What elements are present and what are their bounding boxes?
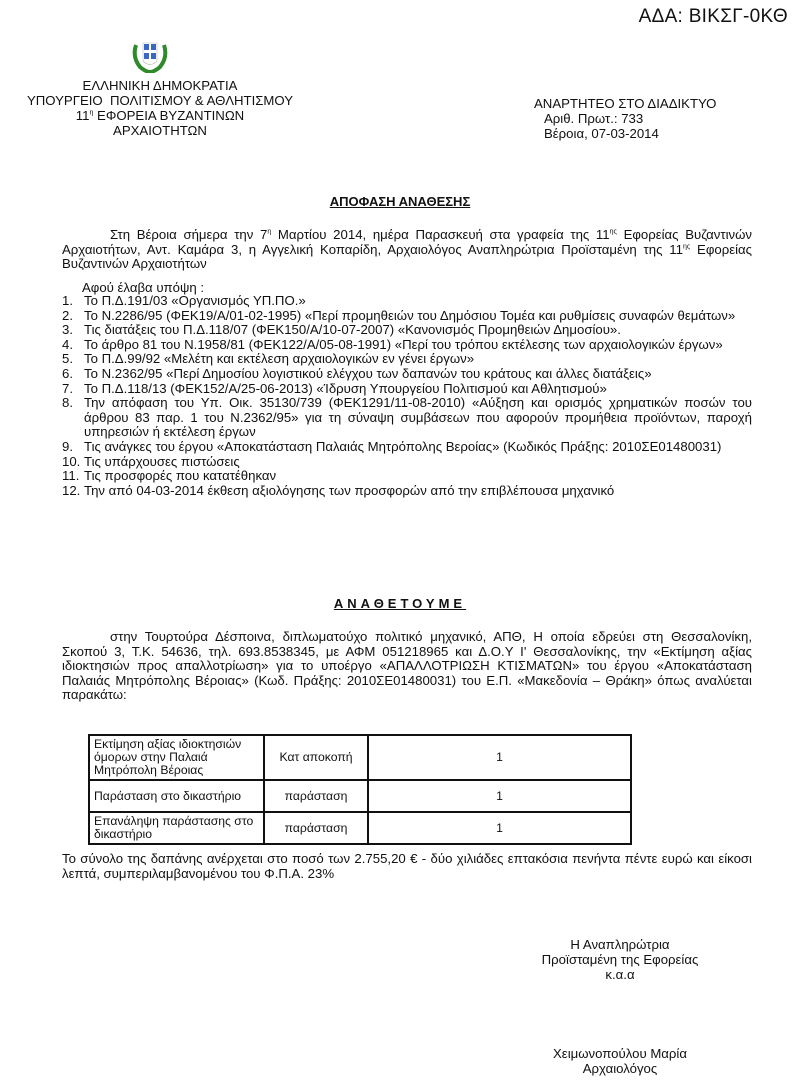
list-item: 1. Το Π.Δ.191/03 «Οργανισμός ΥΠ.ΠΟ.»: [62, 293, 306, 308]
document-meta: [534, 96, 716, 141]
ephorate-name-cont: ΑΡΧΑΙΟΤΗΤΩΝ: [113, 123, 207, 138]
document-title: ΑΠΟΦΑΣΗ ΑΝΑΘΕΣΗΣ: [329, 194, 471, 209]
list-item: 5. Το Π.Δ.99/92 «Μελέτη και εκτέλεση αρχαιολογικών εν γένει έργων»: [62, 351, 475, 367]
role-line: Η Αναπληρώτρια: [570, 937, 670, 952]
signatory-name: [540, 1046, 700, 1076]
greek-coat-of-arms-icon: [128, 37, 172, 73]
item-unit: παράσταση: [264, 812, 368, 844]
total-cost-paragraph: Το σύνολο της δαπάνης ανέρχεται στο ποσό των 2.755,20 € - δύο χιλιάδες επτακόσια πενήντα πέντε ευρώ και είκοσι λεπτά, συμπεριλαμβανομένου του Φ.Π.Α. 23%: [62, 851, 752, 881]
signer-name: Χειμωνοπούλου Μαρία: [553, 1046, 687, 1061]
protocol-number: Αριθ. Πρωτ.: 733: [544, 111, 644, 126]
table-row: [89, 780, 631, 812]
ada-code: ΑΔΑ: ΒΙΚΣΓ-0ΚΘ: [638, 6, 788, 27]
list-item: 4. Το άρθρο 81 του Ν.1958/81 (ΦΕΚ122/Α/05-08-1991) «Περί του τρόπου εκτέλεσης των αρχαιολογικών έργων»: [62, 336, 723, 352]
intro-paragraph: Στη Βέροια σήμερα την $7^\eta$ Μαρτίου 2014, ημέρα Παρασκευή στα γραφεία της $11^{\eta\varsigma}$ Εφορείας Βυζαντινών Αρχαιοτήτων, Αντ. Καμάρα 3, η Αγγελική Κοπαρίδη, Αρχαιολόγος Αναπληρώτρια Προϊσταμένη της $11^{\eta\varsigma}$ Εφορείας Βυζαντινών Αρχαιοτήτων: [62, 227, 753, 271]
list-item: 6. Το Ν.2362/95 «Περί Δημοσίου λογιστικού ελέγχου των δαπανών του κράτους και άλλες διατάξεις»: [62, 365, 652, 381]
item-quantity: 1: [368, 812, 631, 844]
signatory-role: [540, 937, 700, 982]
item-quantity: 1: [368, 735, 631, 780]
decision-title: ΑΝΑΘΕΤΟΥΜΕ: [333, 596, 467, 611]
list-item: 3. Τις διατάξεις του Π.Δ.118/07 (ΦΕΚ150/Α/10-07-2007) «Κανονισμός Προμηθειών Δημοσίου».: [62, 322, 621, 338]
list-item: 11. Τις προσφορές που κατατέθηκαν: [62, 468, 277, 484]
item-description: Εκτίμηση αξίας ιδιοκτησιών όμορων στην Παλαιά Μητρόπολη Βέροιας: [89, 735, 264, 780]
item-description: Παράσταση στο δικαστήριο: [89, 780, 264, 812]
list-item: 9. Τις ανάγκες του έργου «Αποκατάσταση Παλαιάς Μητρόπολης Βεροίας» (Κωδικός Πράξης: 2010ΣΕ01480031): [62, 438, 722, 454]
list-item: 10. Τις υπάρχουσες πιστώσεις: [62, 453, 240, 469]
considering-label: Αφού έλαβα υπόψη :: [82, 280, 205, 295]
item-unit: Κατ αποκοπή: [264, 735, 368, 780]
issuing-authority: [0, 78, 320, 138]
considerations-list: [62, 294, 752, 498]
list-item: 12. Την από 04-03-2014 έκθεση αξιολόγησης των προσφορών από την επιβλέπουσα μηχανικό: [62, 482, 615, 498]
role-line: κ.α.α: [605, 967, 635, 982]
role-line: Προϊσταμένη της Εφορείας: [541, 952, 699, 967]
list-item: 2. Το Ν.2286/95 (ΦΕΚ19/Α/01-02-1995) «Περί προμηθειών του Δημόσιου Τομέα και ρυθμίσεις συναφών θεμάτων»: [62, 307, 736, 323]
publish-notice: ΑΝΑΡΤΗΤΕΟ ΣΤΟ ΔΙΑΔΙΚΤΥΟ: [534, 96, 717, 111]
item-unit: παράσταση: [264, 780, 368, 812]
signer-title: Αρχαιολόγος: [582, 1061, 658, 1076]
list-item: 7. Το Π.Δ.118/13 (ΦΕΚ152/Α/25-06-2013) «Ίδρυση Υπουργείου Πολιτισμού και Αθλητισμού»: [62, 380, 607, 396]
item-quantity: 1: [368, 780, 631, 812]
list-item: 8. Την απόφαση του Υπ. Οικ. 35130/739 (ΦΕΚ1291/11-08-2010) «Αύξηση και ορισμός χρηματικών ποσών του άρθρου 83 παρ. 1 του Ν.2362/95» για τη σύναψη συμβάσεων που αφορούν προμήθεια προϊόντων, παροχή υπηρεσιών ή εκτέλεση έργων: [62, 395, 752, 440]
award-paragraph: στην Τουρτούρα Δέσποινα, διπλωματούχο πολιτικό μηχανικό, ΑΠΘ, Η οποία εδρεύει στη Θεσσαλονίκη, Σκοπού 3, Τ.Κ. 54636, τηλ. 693.8538345, με ΑΦΜ 051218965 και Δ.Ο.Υ Ι' Θεσσαλονίκης, την «Εκτίμηση αξίας ιδιοκτησιών προς απαλλοτρίωση» για το υποέργο «ΑΠΑΛΛΟΤΡΙΩΣΗ ΚΤΙΣΜΑΤΩΝ» του έργου «Αποκατάσταση Παλαιάς Μητρόπολης Βέροιας» (Κωδ. Πράξης: 2010ΣΕ01480031) του Ε.Π. «Μακεδονία – Θράκη» όπως αναλύεται παρακάτω:: [62, 629, 752, 702]
ephorate-name: $11^\eta$ ΕΦΟΡΕΙΑ ΒΥΖΑΝΤΙΝΩΝ: [75, 108, 245, 123]
table-row: [89, 812, 631, 844]
table-row: [89, 735, 631, 780]
place-date: Βέροια, 07-03-2014: [544, 126, 659, 141]
ministry-name: ΥΠΟΥΡΓΕΙΟ ΠΟΛΙΤΙΣΜΟΥ & ΑΘΛΗΤΙΣΜΟΥ: [26, 93, 294, 108]
items-table: [88, 734, 632, 845]
item-description: Επανάληψη παράστασης στο δικαστήριο: [89, 812, 264, 844]
republic-name: ΕΛΛΗΝΙΚΗ ΔΗΜΟΚΡΑΤΙΑ: [82, 78, 238, 93]
